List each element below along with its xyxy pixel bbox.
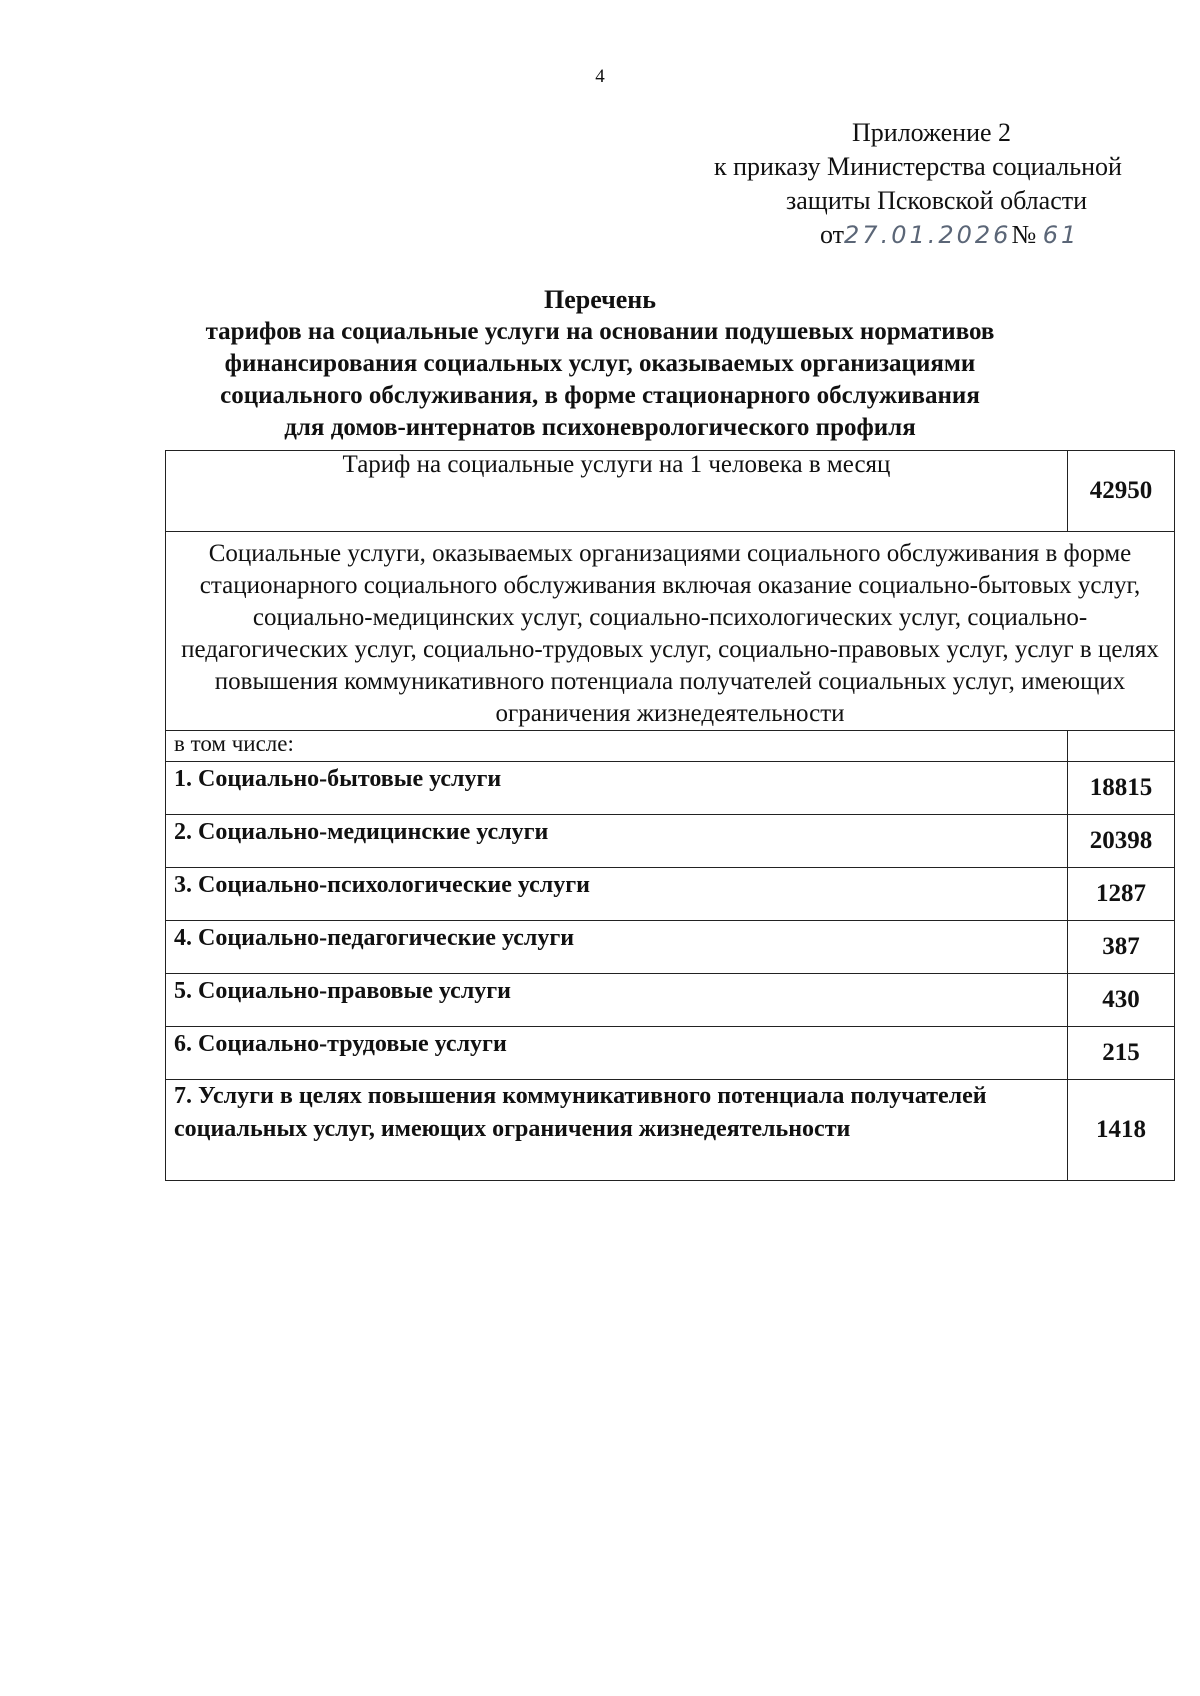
appendix-line-3: защиты Псковской области xyxy=(786,186,1088,215)
table-row xyxy=(166,532,1175,731)
table-row xyxy=(166,868,1175,921)
service-item-label: 7. Услуги в целях повышения коммуникативного потенциала получателей социальных услуг, имеющих ограничения жизнедеятельности xyxy=(166,1080,1068,1181)
service-item-value: 387 xyxy=(1068,921,1175,974)
including-label: в том числе: xyxy=(166,731,1068,762)
total-tariff-label: Тариф на социальные услуги на 1 человека в месяц xyxy=(166,451,1068,532)
appendix-line-2: к приказу Министерства социальной xyxy=(714,152,1122,181)
handwritten-date: 27.01.2026 xyxy=(844,221,1012,249)
heading-subtitle-line: тарифов на социальные услуги на основании подушевых нормативов xyxy=(205,318,995,345)
service-item-label: 2. Социально-медицинские услуги xyxy=(166,815,1068,868)
heading-subtitle-line: финансирования социальных услуг, оказываемых организациями xyxy=(224,350,976,377)
table-row xyxy=(166,451,1175,532)
table-row xyxy=(166,762,1175,815)
table-row xyxy=(166,1080,1175,1181)
handwritten-number: 61 xyxy=(1042,221,1080,249)
appendix-date-line xyxy=(640,218,1180,252)
heading-subtitle-line: для домов-интернатов психоневрологического профиля xyxy=(284,414,916,441)
service-item-value: 1418 xyxy=(1068,1080,1175,1181)
page-number: 4 xyxy=(595,66,605,87)
service-item-label: 4. Социально-педагогические услуги xyxy=(166,921,1068,974)
service-item-value: 20398 xyxy=(1068,815,1175,868)
service-item-label: 3. Социально-психологические услуги xyxy=(166,868,1068,921)
appendix-line-1: Приложение 2 xyxy=(852,118,1012,147)
services-description: Социальные услуги, оказываемых организациями социального обслуживания в форме стационарного социального обслуживания включая оказание социально-бытовых услуг, социально-медицинских услуг, социально-психологических услуг, социально-педагогических услуг, социально-трудовых услуг, социально-правовых услуг, услуг в целях повышения коммуникативного потенциала получателей социальных услуг, имеющих ограничения жизнедеятельности xyxy=(166,532,1175,731)
heading-title: Перечень xyxy=(543,285,657,314)
service-item-value: 1287 xyxy=(1068,868,1175,921)
service-item-value: 215 xyxy=(1068,1027,1175,1080)
total-tariff-value: 42950 xyxy=(1068,451,1175,532)
tariff-table xyxy=(165,450,1175,1181)
heading-subtitle-line: социального обслуживания, в форме стационарного обслуживания xyxy=(220,382,980,409)
appendix-block xyxy=(640,116,1180,252)
service-item-value: 430 xyxy=(1068,974,1175,1027)
document-heading xyxy=(0,284,1200,444)
table-row xyxy=(166,921,1175,974)
service-item-label: 6. Социально-трудовые услуги xyxy=(166,1027,1068,1080)
table-row xyxy=(166,731,1175,762)
number-prefix: № xyxy=(1011,220,1037,249)
service-item-label: 5. Социально-правовые услуги xyxy=(166,974,1068,1027)
table-row xyxy=(166,974,1175,1027)
service-item-value: 18815 xyxy=(1068,762,1175,815)
service-item-label: 1. Социально-бытовые услуги xyxy=(166,762,1068,815)
date-prefix: от xyxy=(820,220,845,249)
empty-value-cell xyxy=(1068,731,1175,762)
table-row xyxy=(166,815,1175,868)
table-row xyxy=(166,1027,1175,1080)
